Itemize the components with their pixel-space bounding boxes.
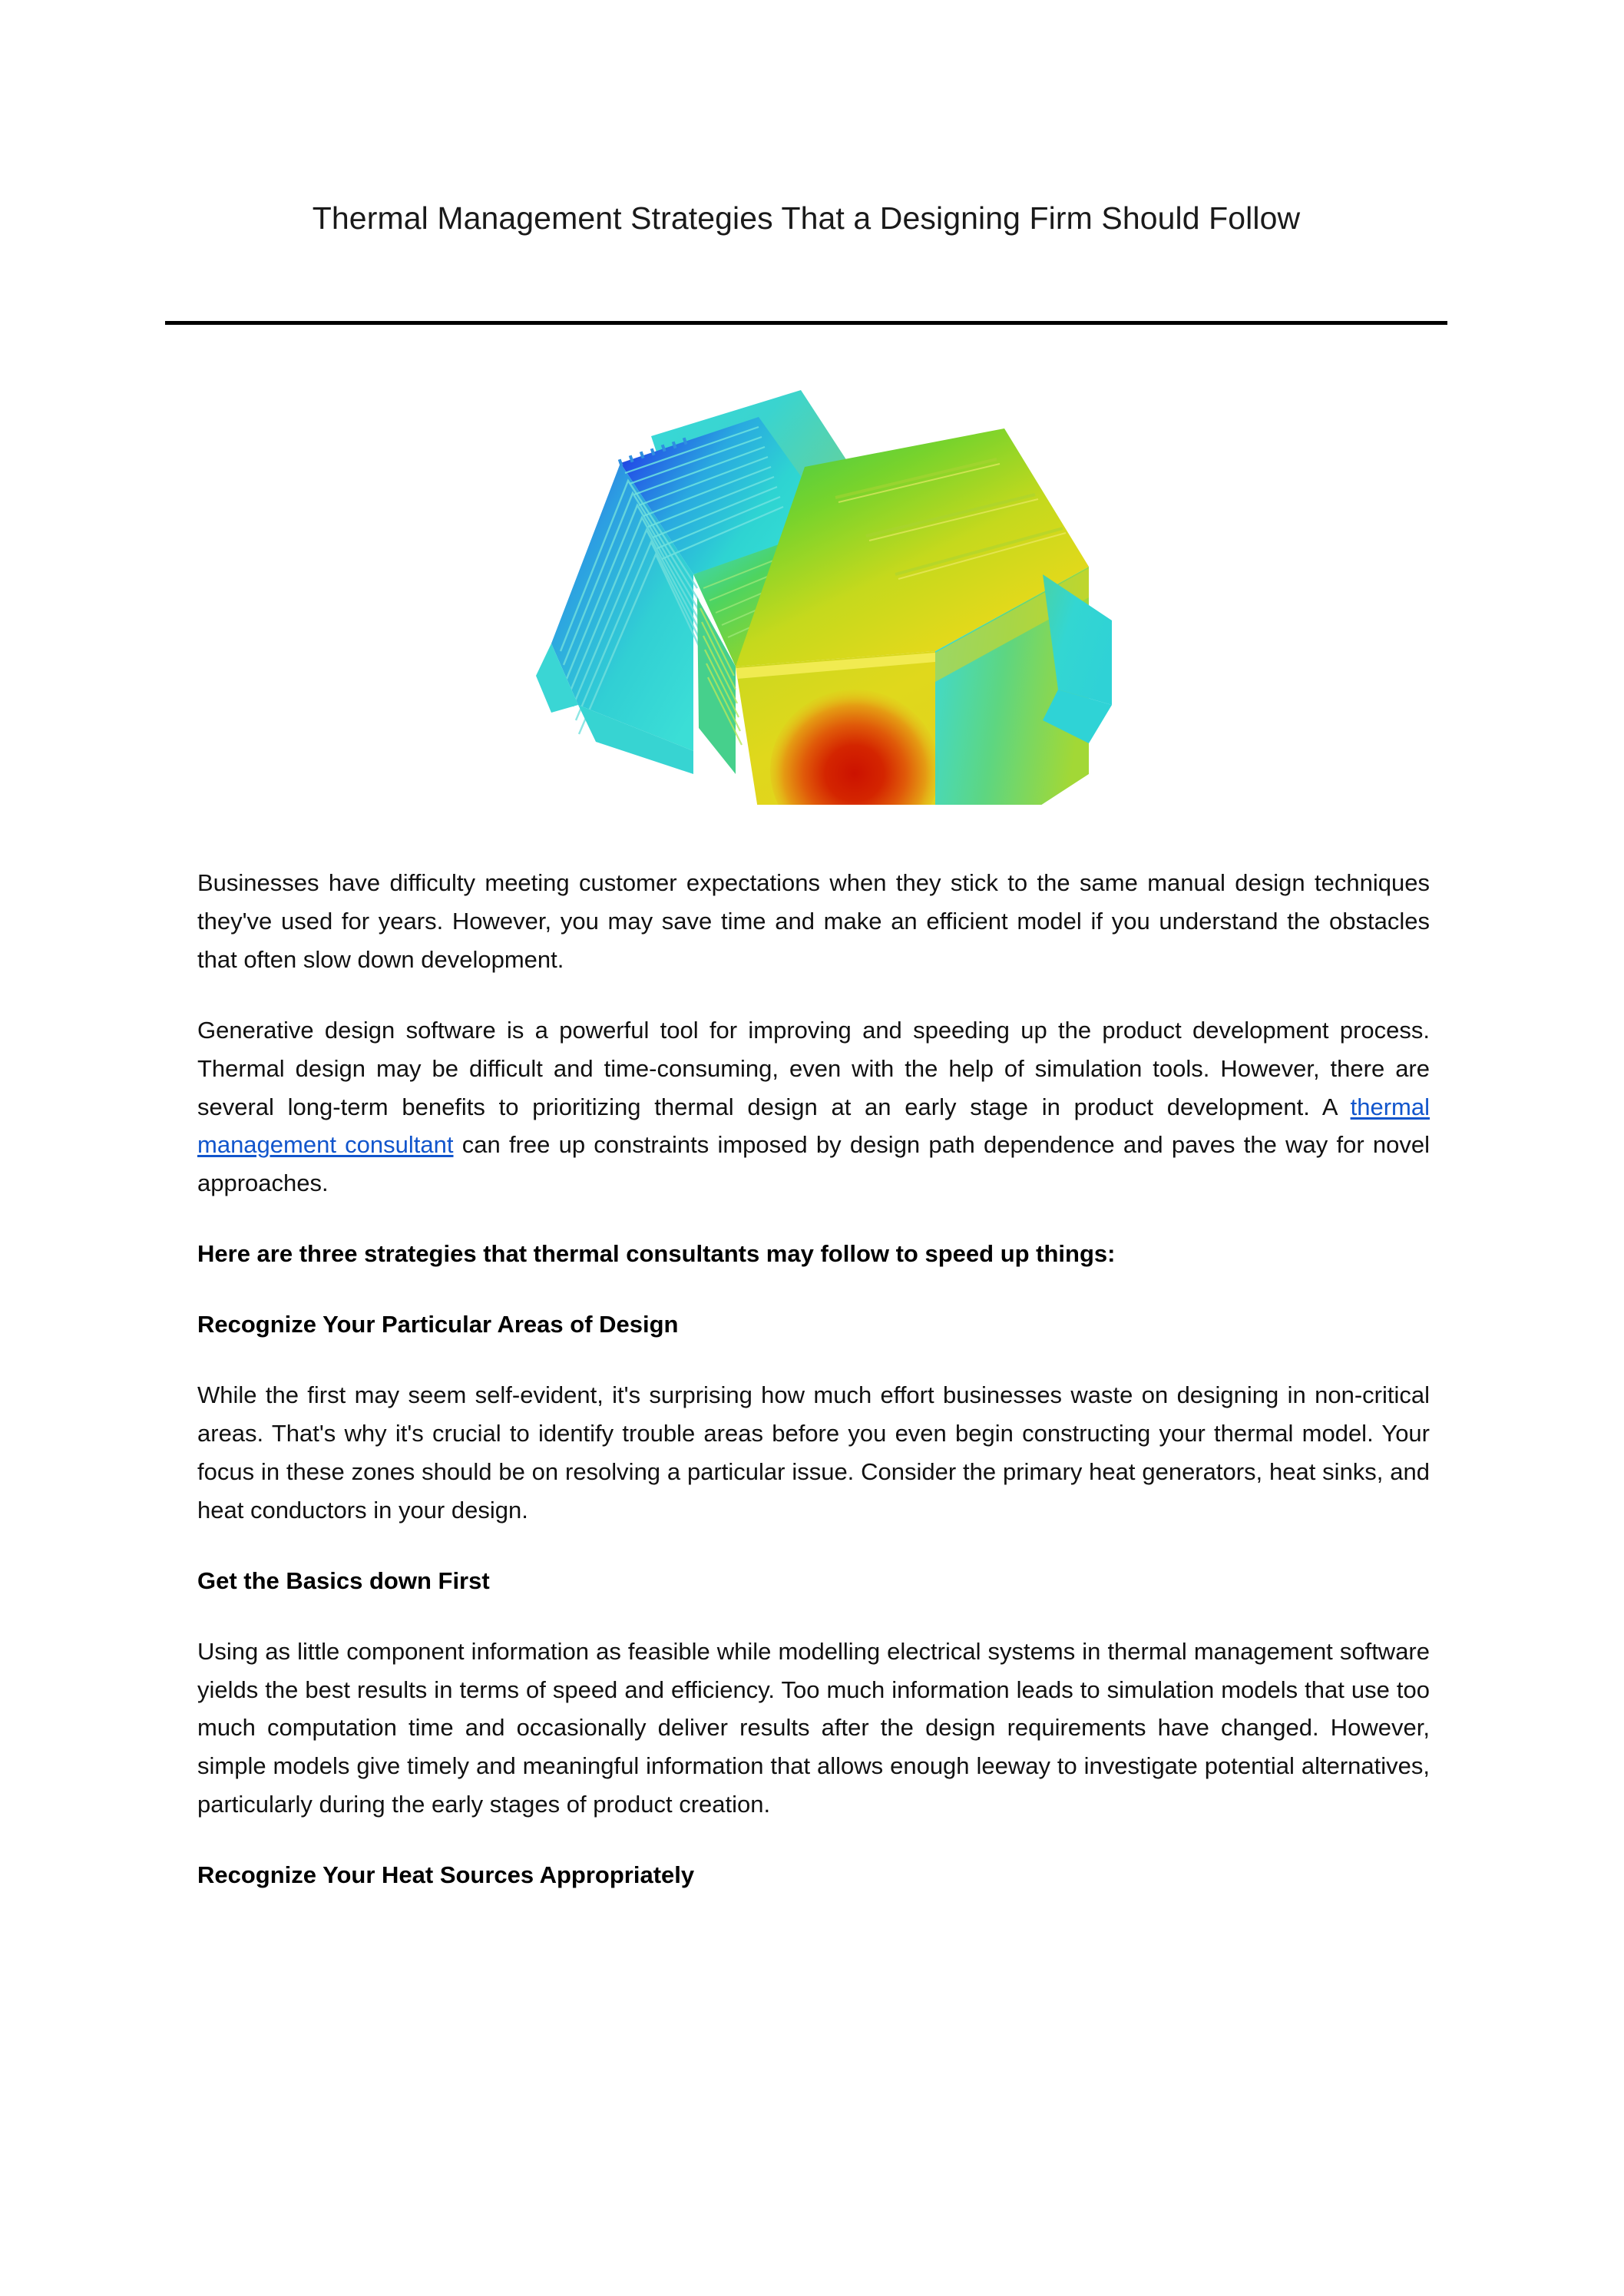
paragraph-2 [197, 1011, 1430, 1203]
article-body [197, 864, 1430, 1927]
section-heading-2: Get the Basics down First [197, 1567, 490, 1594]
section-heading-3: Recognize Your Heat Sources Appropriately [197, 1861, 695, 1889]
lead-in-heading: Here are three strategies that thermal consultants may follow to speed up things: [197, 1240, 1116, 1268]
paragraph-4: Using as little component information as feasible while modelling electrical systems in thermal management software yields the best results in terms of speed and efficiency. Too much information leads to simulation models that use too much computation time and occasionally deliver results after the design requirements have changed. However, simple models give timely and meaningful information that allows enough leeway to investigate potential alternatives, particularly during the early stages of product creation. [197, 1637, 1430, 1818]
page-title: Thermal Management Strategies That a Designing Firm Should Follow [312, 200, 1301, 236]
paragraph-2-text-after-link: can free up constraints imposed by design path dependence and paves the way for novel approaches. [197, 1131, 1430, 1197]
thermal-management-consultant-link[interactable]: thermal management consultant [197, 1093, 1430, 1159]
thermal-simulation-image [505, 344, 1120, 805]
paragraph-2-text-before-link: Generative design software is a powerful tool for improving and speeding up the product development process. Thermal design may be difficult and time-consuming, even with the help of simulation tools. However, there are several long-term benefits to prioritizing thermal design at an early stage in product development. A [197, 1016, 1430, 1120]
paragraph-1: Businesses have difficulty meeting customer expectations when they stick to the same manual design techniques they've used for years. However, you may save time and make an efficient model if you understand the obstacles that often slow down development. [197, 869, 1430, 973]
paragraph-3: While the first may seem self-evident, it's surprising how much effort businesses waste on designing in non-critical areas. That's why it's crucial to identify trouble areas before you even begin constructing your thermal model. Your focus in these zones should be on resolving a particular issue. Consider the primary heat generators, heat sinks, and heat conductors in your design. [197, 1381, 1430, 1523]
title-divider [165, 321, 1447, 325]
hero-image-container [0, 344, 1624, 805]
section-heading-1: Recognize Your Particular Areas of Design [197, 1311, 679, 1338]
title-block [165, 196, 1447, 240]
